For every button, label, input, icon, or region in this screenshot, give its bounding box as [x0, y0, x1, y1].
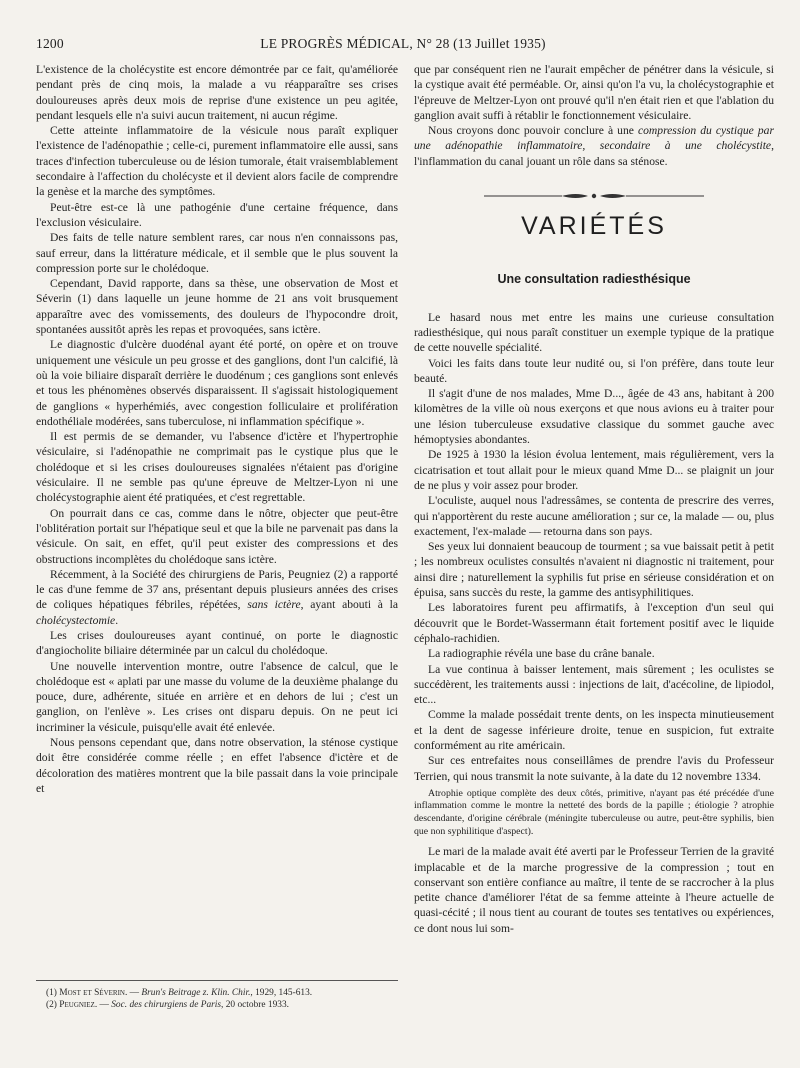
paragraph: Le diagnostic d'ulcère duodénal ayant été porté, on opère et on trouve uniquement une vésicule un peu grosse et des ganglions, dont l'un calcifié, là où la voie biliaire disparaît derrière le duodénum ; ces ganglions sont enlevés et tous les phénomènes observés disparaissent. Il s'agissait histologiquement de ganglions « hyperhémiés, avec congestion folliculaire et prolifération endothéliale modérées, sans tuberculose, ni inflammation spécifique ». — [36, 338, 398, 428]
paragraph: Cependant, David rapporte, dans sa thèse, une observation de Most et Séverin (1) dans laquelle un jeune homme de 21 ans voit brusquement apparaître avec des vomissements, des douleurs de l'hypocondre droit, spontanées aussitôt après les repas et provoquées, sans ictère. — [36, 277, 398, 337]
footnote-mark: (1) — [46, 988, 57, 998]
footnote-source: Brun's Beitrage z. Klin. Chir. — [141, 988, 251, 998]
italic-run: compression du cystique par une adénopathie inflammatoire, secondaire à une cholécystite — [414, 124, 774, 153]
article-title: Une consultation radiesthésique — [497, 272, 691, 287]
footnote-mark: (2) — [46, 1000, 57, 1011]
section-divider-ornament — [484, 191, 704, 201]
paragraph — [414, 123, 774, 169]
paragraph — [36, 567, 398, 628]
paragraph: La vue continua à baisser lentement, mais sûrement ; les oculistes se succédèrent, les traitements aussi : injections de lait, d'acécoline, de lipiodol, etc... — [414, 662, 774, 707]
paragraph: Voici les faits dans toute leur nudité ou, si l'on préfère, dans toute leur beauté. — [414, 356, 774, 385]
paragraph: On pourrait dans ce cas, comme dans le nôtre, objecter que peut-être l'oblitération portait sur l'hépatique seul et que la bile ne parvenait pas dans la vésicule. On sait, en effet, qu'il peut exister des compressions et des obstructions incomplètes du cholédoque sans ictère. — [36, 506, 398, 566]
text-run: Récemment, à la Société des chirurgiens de Paris, Peugniez (2) a rapporté le cas d'une femme de 37 ans, présentant depuis plusieurs années des crises de coliques hépatiques fébriles, répétées, — [36, 567, 398, 612]
journal-title: LE PROGRÈS MÉDICAL, N° 28 (13 Juillet 1935) — [260, 36, 546, 51]
paragraph: L'oculiste, auquel nous l'adressâmes, se contenta de prescrire des verres, qui n'apportèrent du reste aucune amélioration ; sur ce, la malade — ou, plus exactement, l'ex-malade — retourna dans son pays. — [414, 494, 774, 538]
paragraph: La radiographie révéla une base du crâne banale. — [428, 647, 655, 661]
text-run: . — [115, 613, 119, 627]
paragraph: Le mari de la malade avait été averti par le Professeur Terrien de la gravité implacable et de la marche progressive de la compression ; tout en conservant son entière confiance au maître, il tente de se raccrocher à la plus petite chance d'améliorer l'état de sa femme atteinte à l'heure actuelle de quasi-cécité ; il nous tient au courant de toutes ses tentatives ou expériences, ce dont nous lui som- — [414, 845, 774, 935]
left-column — [36, 62, 398, 796]
paragraph: Comme la malade possédait trente dents, on les inspecta minutieusement et la dent de sagesse inférieure droite, tenue en suspicion, fut extraite conformément au rite américain. — [414, 708, 774, 752]
page-header — [36, 36, 770, 56]
footnote-author: Most et Séverin. — [59, 988, 128, 998]
footnotes — [36, 980, 398, 1012]
quoted-note: Atrophie optique complète des deux côtés, primitive, n'ayant pas été précédée d'une inflammation comme le montre la netteté des bords de la papille ; étiologie ? atrophie descendante, d'origine cérébrale (méningite tuberculeuse ou autre, peut-être syphilis, bien que non syphilitique d'aspect). — [414, 787, 774, 837]
italic-run: sans ictère — [247, 598, 301, 612]
right-column — [414, 62, 774, 936]
paragraph: Des faits de telle nature semblent rares, car nous n'en connaissons pas, sauf erreur, dans la littérature médicale, et il semble que le plus souvent la compression porte sur le cholédoque. — [36, 231, 398, 275]
text-run: , ayant abouti à la — [300, 598, 399, 612]
text-run: Nous croyons donc pouvoir conclure à une — [428, 124, 634, 138]
footnote: (1) Most et Séverin. — Brun's Beitrage z. Klin. Chir., 1929, 145-613. — [46, 988, 313, 998]
paragraph: que par conséquent rien ne l'aurait empêcher de pénétrer dans la vésicule, si la cystique avait été perméable. Or, ainsi qu'on l'a vu, la cholécystographie et l'épreuve de Meltzer-Lyon ont prouvé qu'il n'en était rien et que l'ablation du ganglion avait suffi à rétablir le fonctionnement vésiculaire. — [414, 63, 774, 122]
paragraph: Cette atteinte inflammatoire de la vésicule nous paraît expliquer l'existence de l'adénopathie ; celle-ci, purement inflammatoire elle aussi, sans traces d'infection tuberculeuse ou de lésion tumorale, était vraisemblablement secondaire à l'affection du cholécyste et il devient alors facile de comprendre la genèse et la marche des symptômes. — [36, 124, 398, 199]
footnote-source: Soc. des chirurgiens de Paris — [111, 1000, 222, 1011]
text-run: , l'inflammation du canal jouant un rôle dans sa sténose. — [414, 139, 774, 168]
section-title: VARIÉTÉS — [521, 212, 667, 241]
paragraph: Ses yeux lui donnaient beaucoup de tourment ; sa vue baissait petit à petit ; les nombreux oculistes consultés n'avaient ni diagnostic ni traitement, pour ainsi dire ; naturellement la syphilis fut prise en sérieuse considération et on épuisa, sans succès du reste, la gamme des antisyphilitiques. — [414, 540, 774, 600]
paragraph: Le hasard nous met entre les mains une curieuse consultation radiesthésique, qui nous paraît constituer un exemple typique de la pratique de cette nouvelle spécialité. — [414, 310, 774, 355]
footnote-rule — [36, 980, 398, 981]
paragraph: De 1925 à 1930 la lésion évolua lentement, mais régulièrement, vers la cicatrisation et tout allait pour le mieux quand Mme D... se plaignit un jour de ne plus y voir assez pour broder. — [414, 448, 774, 492]
paragraph: Il s'agit d'une de nos malades, Mme D..., âgée de 43 ans, habitant à 200 kilomètres de la ville où nous exerçons et que nous avions eu à traiter pour une lésion tuberculeuse exsudative classique du sommet gauche avec hémoptysies abondantes. — [414, 387, 774, 447]
paragraph: Les laboratoires furent peu affirmatifs, à l'exception d'un seul qui découvrit que le Bordet-Wassermann était fortement positif avec le liquide céphalo-rachidien. — [414, 601, 774, 645]
paragraph: Les crises douloureuses ayant continué, on porte le diagnostic d'angiocholite biliaire déterminée par un calcul du cholédoque. — [36, 628, 398, 658]
paragraph: L'existence de la cholécystite est encore démontrée par ce fait, qu'améliorée pendant près de cinq mois, la malade a vu réapparaître ses crises douloureuses après deux mois de reprise d'une existence un peu agitée, pendant lesquels elle n'a suivi aucun traitement, ni aucun régime. — [36, 63, 398, 122]
paragraph: Une nouvelle intervention montre, outre l'absence de calcul, que le cholédoque est « aplati par une masse du volume de la deuxième phalange du pouce, dure, adhérente, située en arrière et en dehors de lui ; c'est un ganglion, on l'enlève ». Les crises ont disparu depuis. On ne peut ici incriminer la vésicule, puisqu'elle avait été enlevée. — [36, 659, 398, 734]
footnote-author: Peugniez. — [59, 1000, 98, 1011]
footnote-detail: , 20 octobre 1933. — [221, 1000, 289, 1011]
footnote: (2) Peugniez. — Soc. des chirurgiens de Paris, 20 octobre 1933. — [46, 1000, 289, 1011]
italic-run: cholécystectomie — [36, 613, 116, 627]
paragraph: Peut-être est-ce là une pathogénie d'une certaine fréquence, dans l'exclusion vésiculaire. — [36, 200, 398, 229]
paragraph: Il est permis de se demander, vu l'absence d'ictère et l'hypertrophie vésiculaire, si l'adénopathie ne comprimait pas le cystique plus que le cholédoque et si les crises douloureuses signalées n'étaient pas d'origine vésiculaire. Il ne semble pas qu'une épreuve de Meltzer-Lyon ni une cholécystographie aient été pratiquées, et c'est regrettable. — [36, 430, 398, 505]
paragraph: Sur ces entrefaites nous conseillâmes de prendre l'avis du Professeur Terrien, qui nous transmit la note suivante, à la date du 12 novembre 1334. — [414, 754, 774, 783]
page-number: 1200 — [36, 36, 64, 51]
paragraph: Nous pensons cependant que, dans notre observation, la sténose cystique doit être considérée comme réelle ; en effet l'absence d'ictère et de décoloration des matières montrent que la bile passait dans la voie principale et — [36, 736, 398, 795]
footnote-detail: , 1929, 145-613. — [250, 988, 313, 998]
